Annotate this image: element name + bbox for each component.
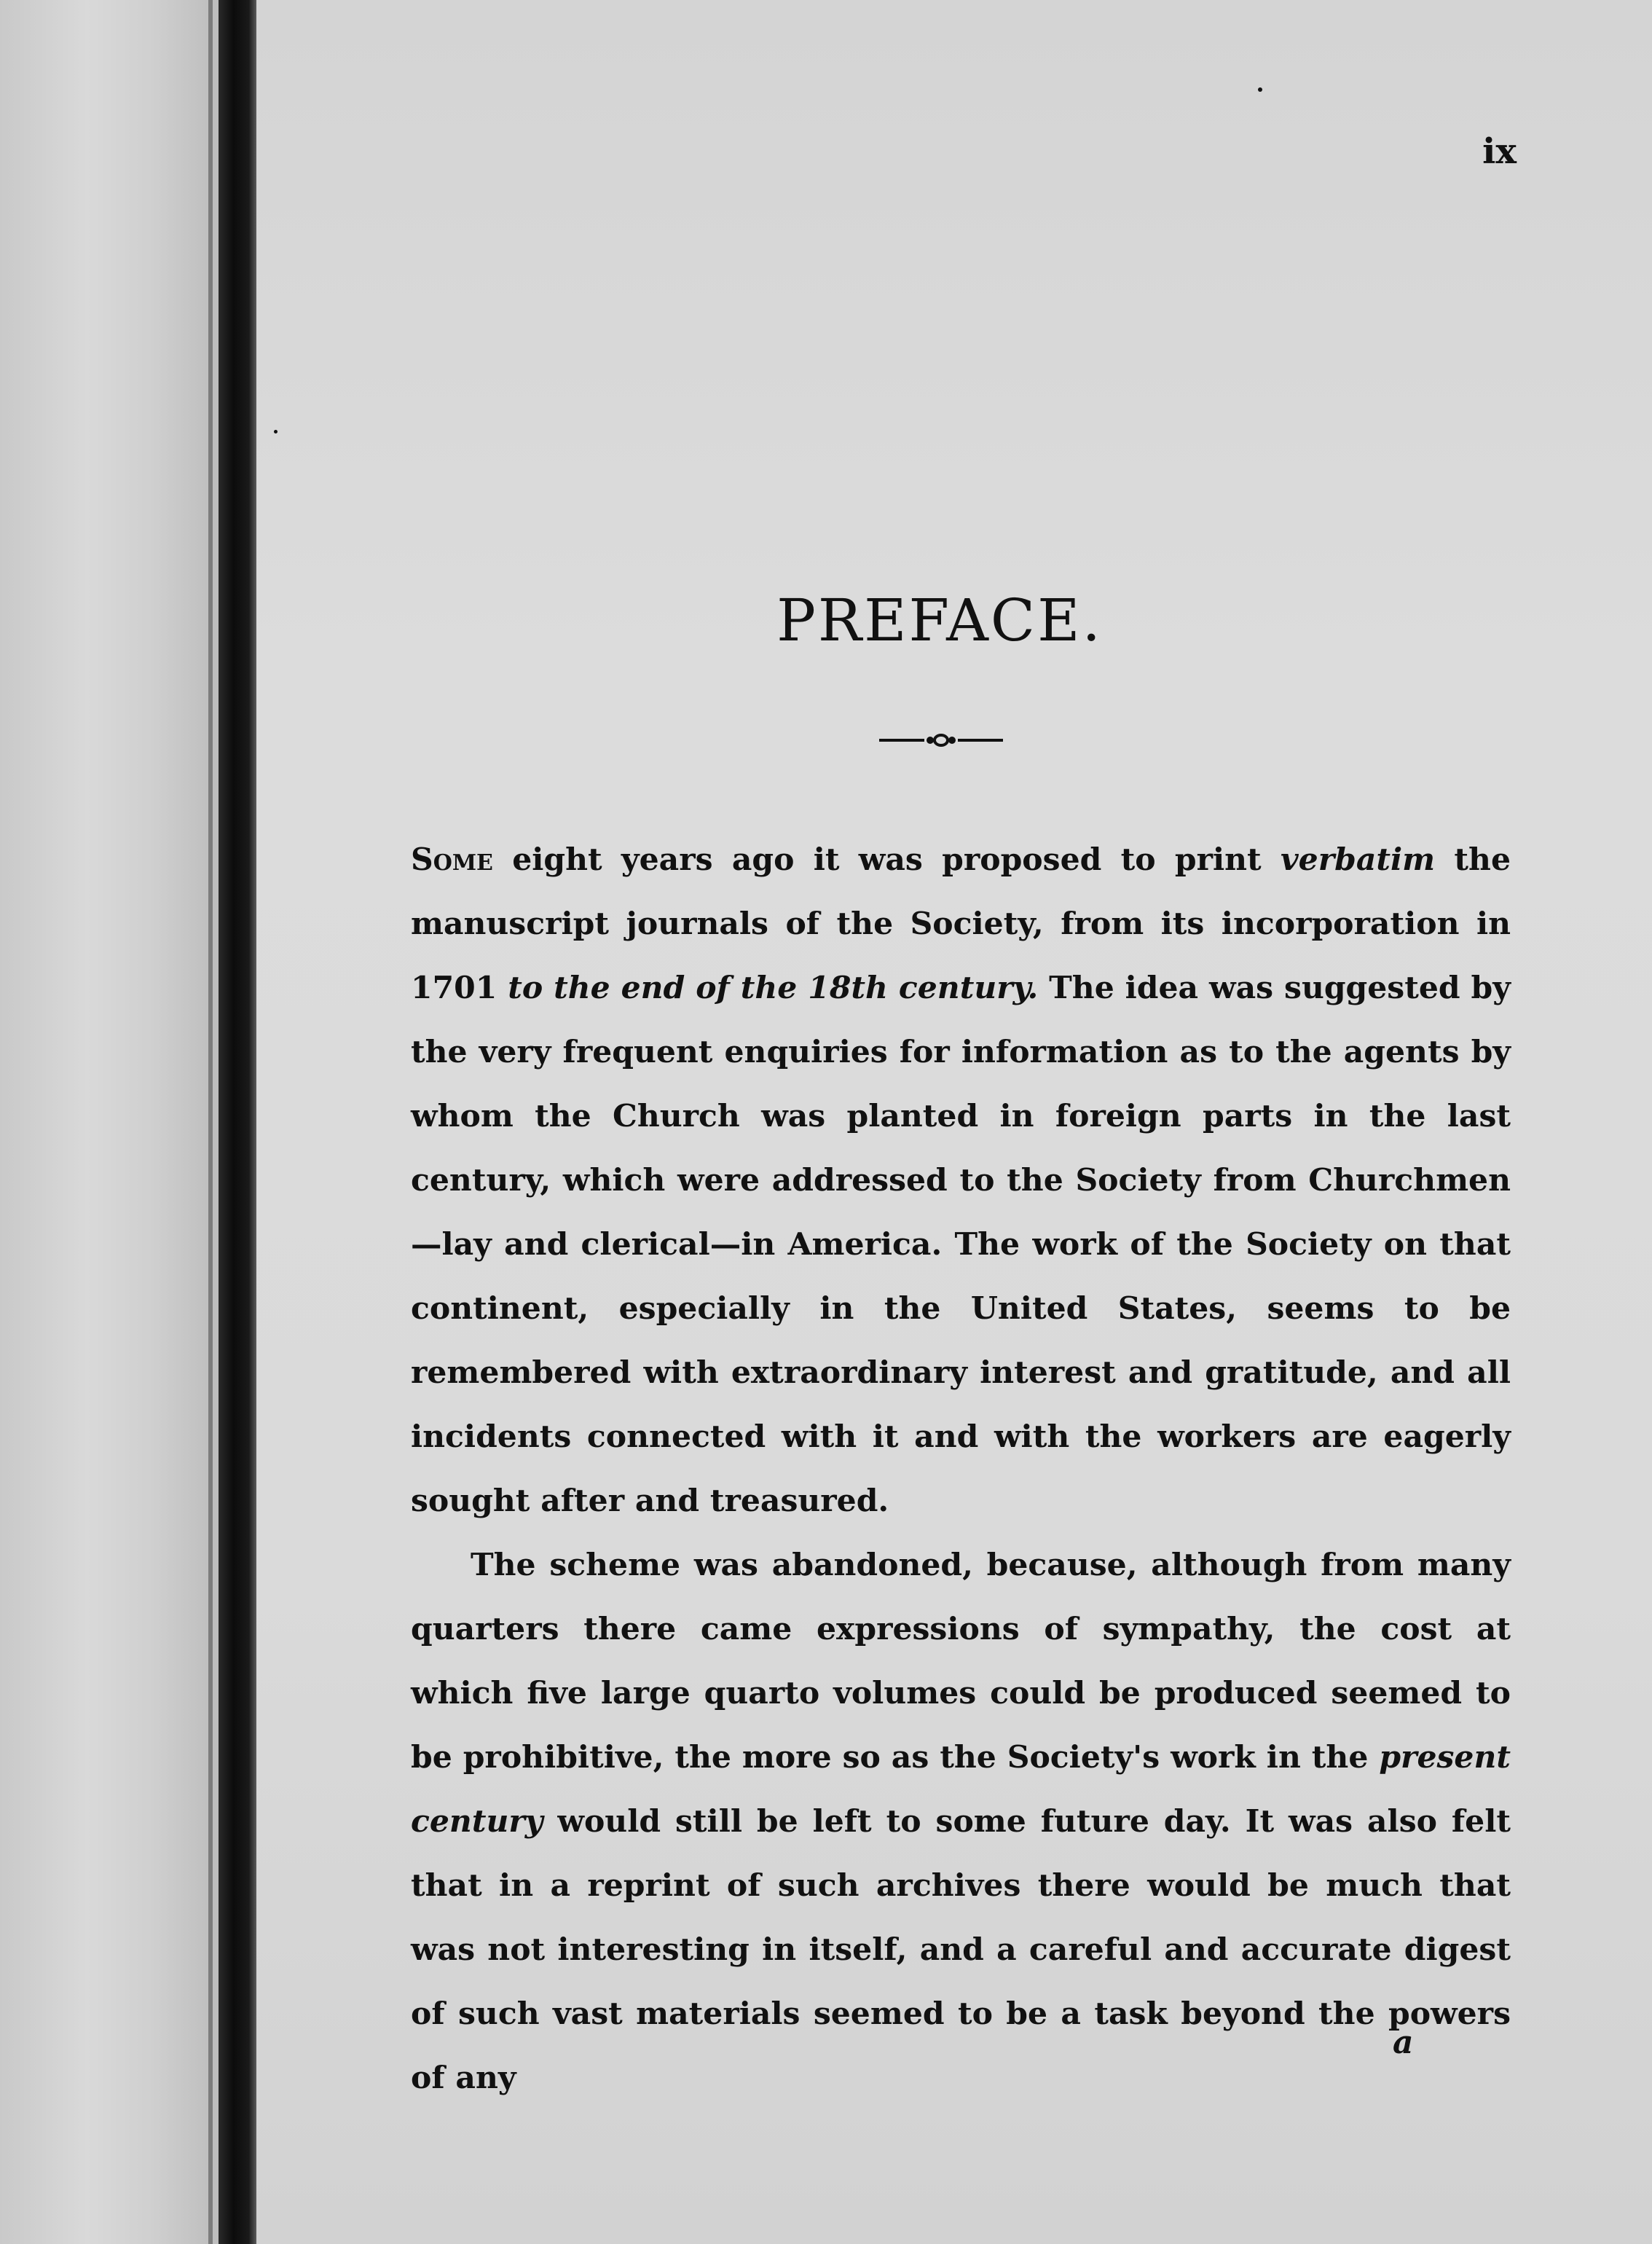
page-number: ix [1482, 131, 1517, 172]
text-run: would still be left to some future day. It was also felt that in a reprint of such archives there would be much that was not interesting in itself, and a careful and accurate digest of such vast materials seemed to be a task beyond the powers of any [411, 1803, 1511, 2096]
ink-speck [1258, 87, 1262, 92]
page-edge [208, 0, 213, 2244]
preface-text [411, 828, 1511, 2110]
ink-speck [274, 430, 278, 434]
facing-page [0, 0, 219, 2244]
italic-run: verbatim [1280, 842, 1436, 878]
italic-run: present century [411, 1739, 1511, 1840]
text-run: eight years ago it was proposed to print [492, 842, 1281, 878]
book-gutter [219, 0, 256, 2244]
text-run: The idea was suggested by the very frequent enquiries for information as to the agents by whom the Church was planted in foreign parts in the last century, which were addressed to the Society from Churchmen—lay and clerical—in America. The work of the Society on that continent, especially in the United States, seems to be remembered with extraordinary interest and gratitude, and all incidents connected with it and with the workers are eagerly sought after and treasured. [411, 970, 1511, 1519]
paragraph [411, 828, 1511, 1533]
signature-mark: a [1393, 2024, 1414, 2061]
page-title: PREFACE. [776, 586, 1103, 654]
text-run: the manuscript journals of the Society, from its incorporation in 1701 [411, 842, 1511, 1006]
italic-run: to the end of the 18th century. [508, 970, 1039, 1006]
book-page [256, 0, 1652, 2244]
ornament-divider [879, 729, 1003, 751]
text-run: The scheme was abandoned, because, although from many quarters there came expressions of sympathy, the cost at which five large quarto volumes could be produced seemed to be prohibitive, the more so as the Society's work in the [411, 1547, 1511, 1776]
first-word: Some [411, 842, 493, 878]
paragraph [411, 1533, 1511, 2110]
